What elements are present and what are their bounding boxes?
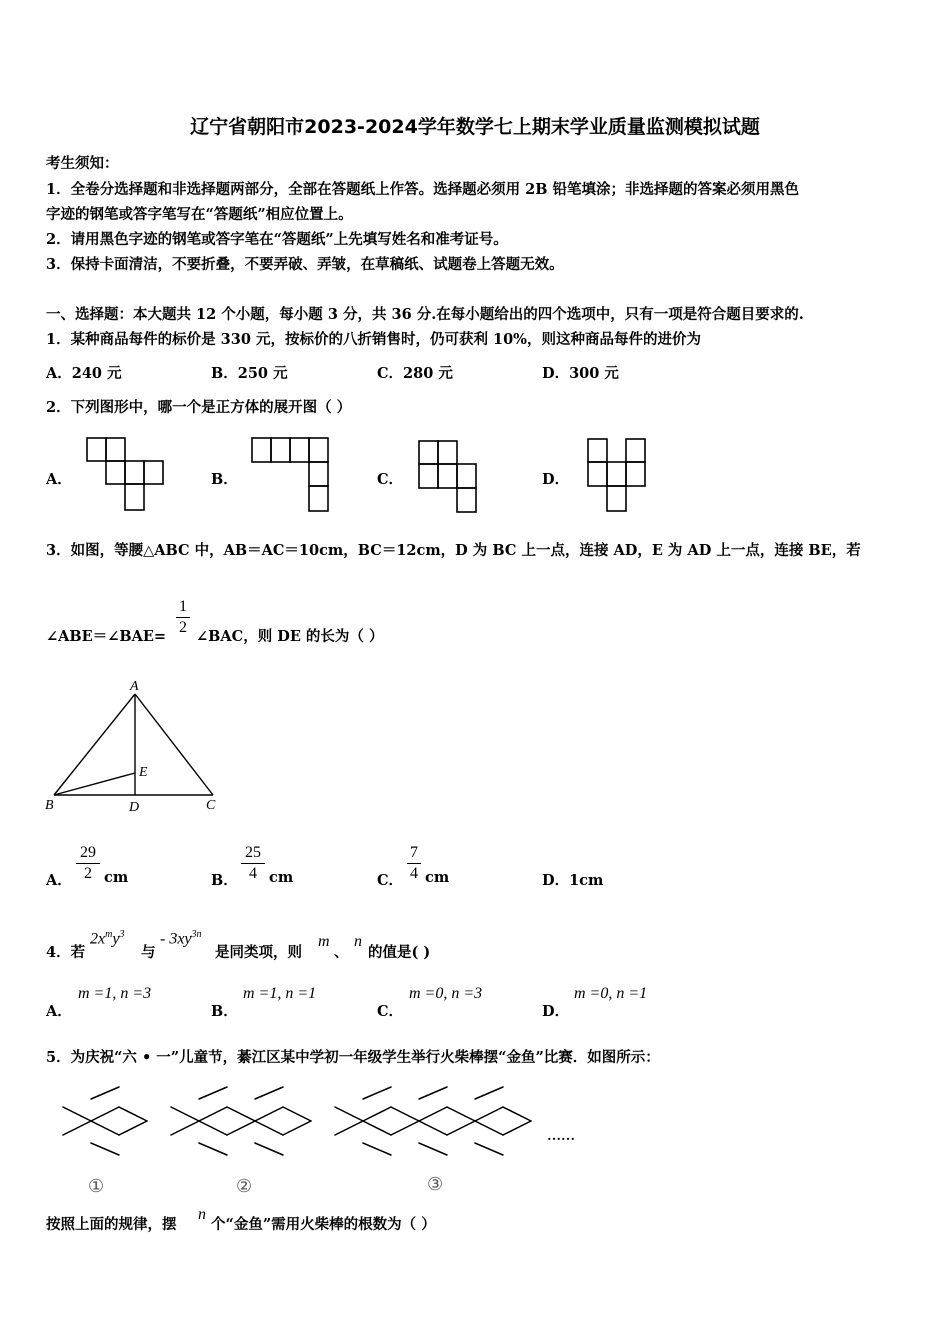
q3-half-fraction [176,598,190,637]
notice-heading: 考生须知： [46,155,119,172]
q2-option-c: C． [377,471,404,488]
label-c: C [206,798,216,813]
q3-option-a-unit: cm [104,869,129,886]
q4-option-d: m =0, n =1 [574,985,648,1002]
q3-half-denominator: 2 [179,619,187,636]
q3-option-b-den: 4 [249,865,257,882]
q1-stem: 1．某种商品每件的标价是 330 元，按标价的八折销售时，仍可获利 10%，则这种商品每件的进价为 [46,331,701,348]
q3-option-c-unit: cm [425,869,450,886]
label-b: B [45,798,54,813]
q4-option-c-letter: C． [377,1003,404,1020]
q2-option-b: B． [211,471,238,488]
page-title: 辽宁省朝阳市2023-2024学年数学七上期末学业质量监测模拟试题 [190,116,760,138]
q4-prefix: 4．若 [46,944,86,961]
q3-option-b-unit: cm [269,869,294,886]
section-heading: 一、选择题：本大题共 12 个小题，每小题 3 分，共 36 分.在每小题给出的四个选项中，只有一项是符合题目要求的. [46,306,804,323]
notice-line-1b: 字迹的钢笔或答字笔写在“答题纸”相应位置上。 [46,206,353,223]
q1-option-a: A．240 元 [46,365,122,382]
cube-net-b [251,437,333,515]
q1-option-b: B．250 元 [211,365,288,382]
q5-stem: 5．为庆祝“六 • 一”儿童节，綦江区某中学初一年级学生举行火柴棒摆“金鱼”比赛．如图所示： [46,1049,660,1066]
fish-label-2: ② [236,1176,253,1197]
q3-option-c-letter: C． [377,872,404,889]
q4-var-m: m [318,933,330,950]
q3-option-b-letter: B． [211,872,238,889]
label-e: E [139,765,148,780]
notice-line-1a: 1．全卷分选择题和非选择题两部分，全部在答题纸上作答。选择题必须用 2B 铅笔填涂；非选择题的答案必须用黑色 [46,181,800,198]
cube-net-a [86,437,166,515]
q4-post-1: 是同类项，则 [215,944,302,961]
notice-line-2: 2．请用黑色字迹的钢笔或答字笔在“答题纸”上先填写姓名和准考证号。 [46,231,508,248]
q3-option-c-fraction [407,844,421,883]
q2-option-d: D． [542,471,570,488]
q4-option-b: m =1, n =1 [243,985,317,1002]
q4-option-d-letter: D． [542,1003,570,1020]
q4-term-2-coef: - 3xy [160,930,192,948]
q2-stem: 2．下列图形中，哪一个是正方体的展开图（ ） [46,399,352,416]
q3-half-numerator: 1 [179,598,187,615]
q3-option-c-den: 4 [410,865,418,882]
q1-option-c: C．280 元 [377,365,453,382]
q4-option-a-letter: A． [46,1003,72,1020]
q4-term-2 [160,929,202,948]
label-d: D [129,800,140,815]
q4-term-1-exp-3: 3 [119,929,125,940]
q3-option-b-num: 25 [245,844,261,861]
q4-option-c: m =0, n =3 [409,985,483,1002]
fish-label-1: ① [88,1176,105,1197]
q5-var-n: n [198,1206,206,1223]
fish-ellipsis: …… [547,1129,575,1144]
q4-option-b-letter: B． [211,1003,238,1020]
q5-question-post: 个“金鱼”需用火柴棒的根数为（ ） [211,1216,436,1233]
q4-separator: 、 [334,944,349,961]
q3-stem-line2-post: ∠BAC，则 DE 的长为（ ） [196,628,384,645]
q3-option-b-fraction [241,844,265,883]
triangle-figure [40,675,230,820]
q4-term-1-y: y [112,930,120,948]
cube-net-c [418,440,482,516]
q4-option-a: m =1, n =3 [78,985,152,1002]
q3-option-c-num: 7 [410,844,418,861]
notice-line-3: 3．保持卡面清洁，不要折叠，不要弄破、弄皱，在草稿纸、试题卷上答题无效。 [46,256,564,273]
q4-term-1-exp-m: m [105,929,113,940]
matchstick-fish-figure [55,1085,615,1205]
label-a: A [130,679,139,694]
q3-option-a-den: 2 [84,865,92,882]
q1-option-d: D．300 元 [542,365,619,382]
q4-term-2-exp: 3n [191,929,202,940]
q4-var-n: n [354,933,362,950]
q4-term-1 [90,929,124,948]
q3-stem-line2-pre: ∠ABE＝∠BAE= [46,628,167,645]
cube-net-d [586,438,650,516]
q3-option-a-letter: A． [46,872,72,889]
q3-stem-line1: 3．如图，等腰△ABC 中，AB＝AC＝10cm，BC＝12cm，D 为 BC 上一点，连接 AD，E 为 AD 上一点，连接 BE，若 [46,542,861,559]
q3-option-a-num: 29 [80,844,96,861]
q3-option-a-fraction [76,844,100,883]
fish-label-3: ③ [427,1174,444,1195]
q4-term-1-coef: 2x [90,930,106,948]
q2-option-a: A． [46,471,72,488]
q4-post-2: 的值是( ) [368,944,431,961]
q5-question-pre: 按照上面的规律，摆 [46,1216,177,1233]
q4-mid: 与 [141,944,156,961]
q3-option-d: D．1cm [542,872,604,889]
